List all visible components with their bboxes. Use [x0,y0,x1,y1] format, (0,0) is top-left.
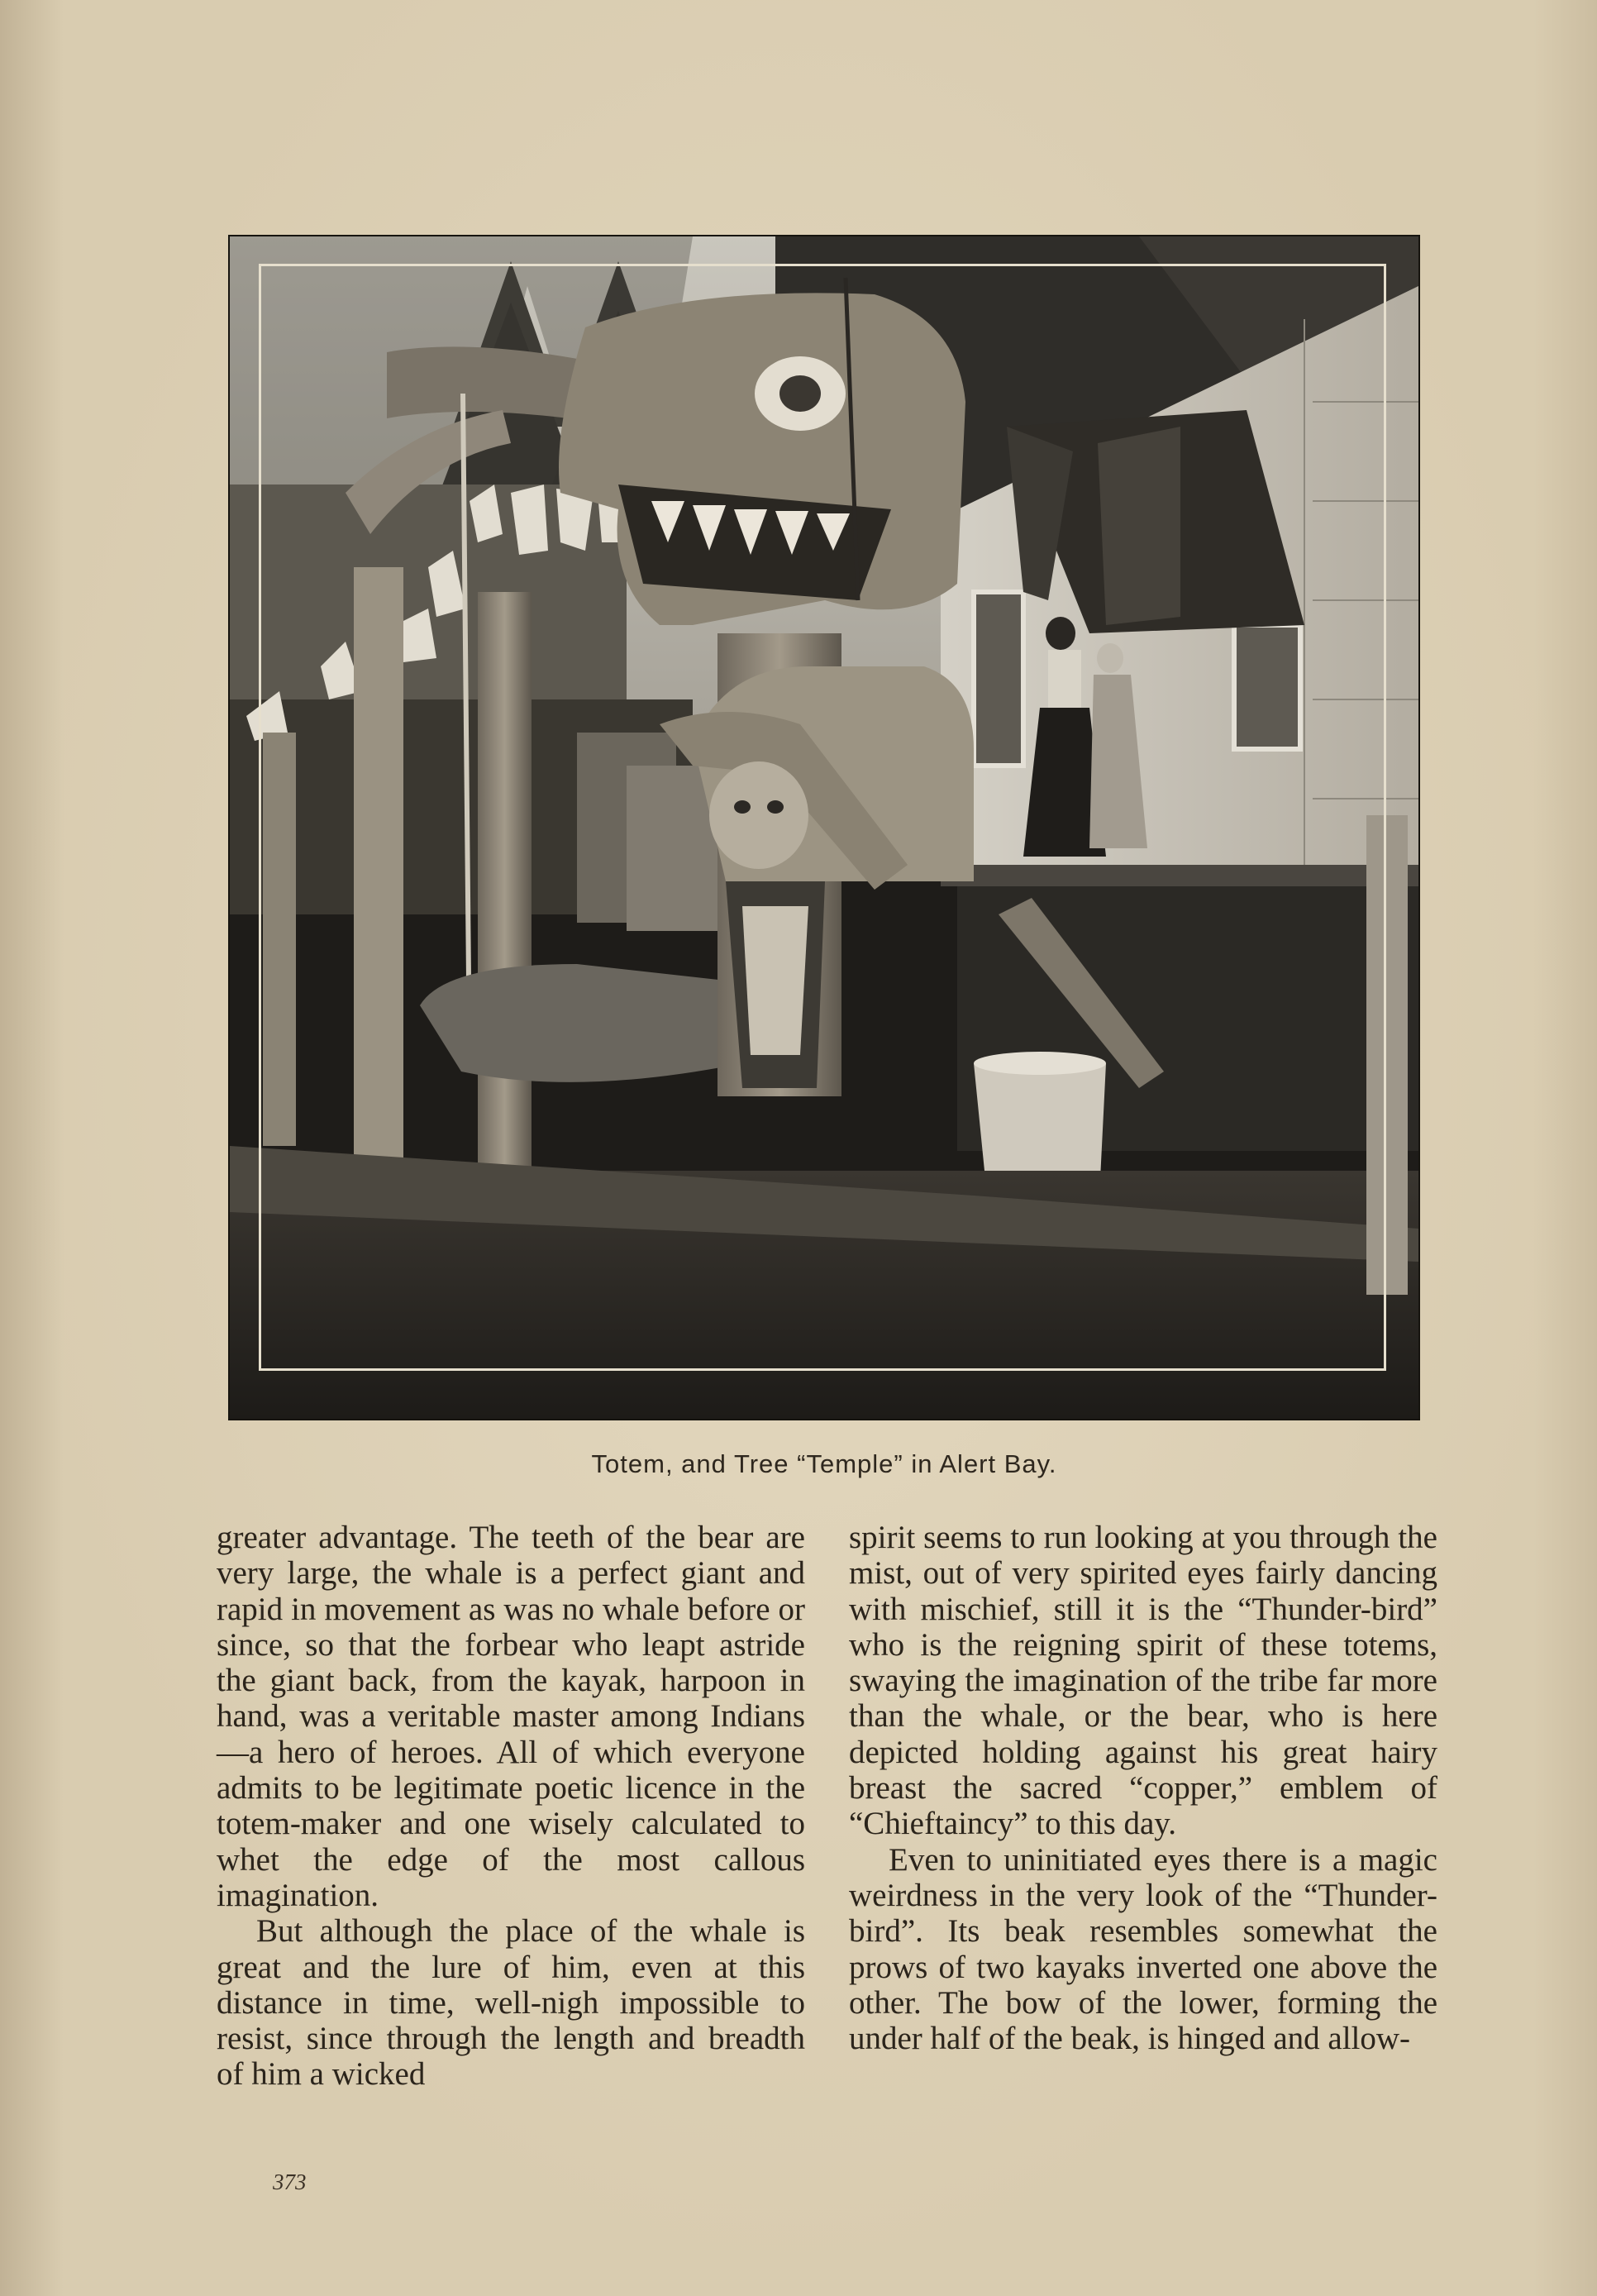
right-paragraph-2: Even to uninitiated eyes there is a magic weirdness in the very look of the “Thunder-bird”. Its beak resembles somewhat the prows of two kayaks inverted one above the other. The bow of the lower, forming the under half of the beak, is hinged and allow- [849,1841,1437,2057]
totem-photo-illustration [230,236,1418,1419]
right-paragraph-1: spirit seems to run looking at you through the mist, out of very spirited eyes fairly dancing with mischief, still it is the “Thunder-bird” who is the reigning spirit of these totems, swaying the imagination of the tribe far more than the whale, or the bear, who is here depicted holding against his great hairy breast the sacred “copper,” emblem of “Chieftaincy” to this day. [849,1520,1437,1842]
left-paragraph-1: greater advantage. The teeth of the bear are very large, the whale is a perfect giant and rapid in movement as was no whale before or since, so that the forbear who leapt astride the giant back, from the kayak, harpoon in hand, was a veritable master among Indians—a hero of heroes. All of which everyone admits to be legitimate poetic licence in the totem-maker and one wisely calculated to whet the edge of the most callous imagination. [217,1520,805,1913]
text-column-left [217,1520,805,2093]
totem-photograph [230,236,1418,1419]
text-column-right [849,1520,1437,2056]
left-paragraph-2: But although the place of the whale is great and the lure of him, even at this distance in time, well-nigh impossible to resist, since through the length and breadth of him a wicked [217,1913,805,2093]
page-number: 373 [273,2170,307,2194]
photo-caption: Totem, and Tree “Temple” in Alert Bay. [591,1449,1057,1478]
